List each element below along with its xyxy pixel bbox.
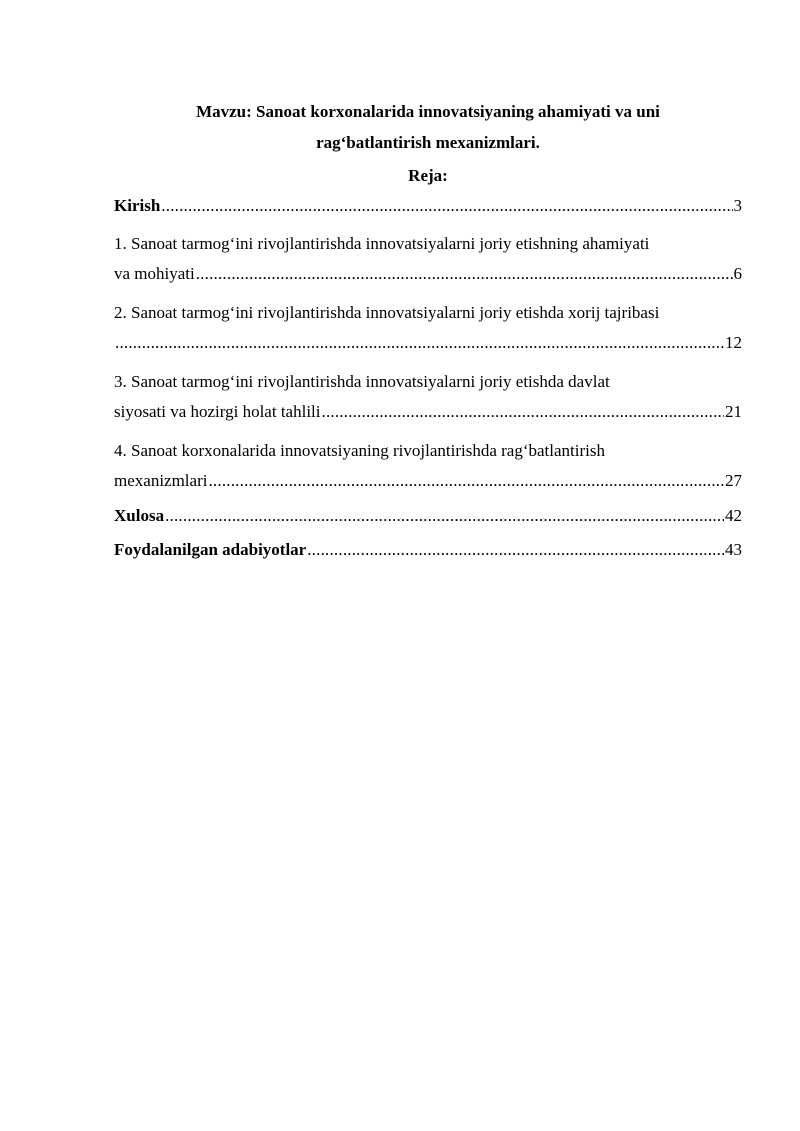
toc-item3-line2: siyosati va hozirgi holat tahlili (114, 402, 321, 421)
document-title-line-2: rag‘batlantirish mexanizmlari. (316, 133, 540, 152)
toc-entry-conclusion (114, 503, 742, 528)
toc-entry-1 (114, 227, 742, 287)
toc-entry-4 (114, 434, 742, 494)
toc-entry-intro (114, 193, 742, 218)
dot-leader (322, 398, 725, 425)
toc-intro-label: Kirish (114, 196, 161, 215)
toc-entry-3 (114, 365, 742, 425)
dot-leader (208, 467, 724, 494)
dot-leader (115, 329, 724, 356)
title-block (114, 96, 742, 191)
table-of-contents (114, 193, 742, 571)
toc-item3-page: 21 (725, 402, 742, 421)
dot-leader (165, 503, 724, 528)
dot-leader (196, 260, 733, 287)
toc-references-label: Foydalanilgan adabiyotlar (114, 540, 307, 559)
toc-item1-line2: va mohiyati (114, 264, 195, 283)
toc-item4-page: 27 (725, 471, 742, 490)
toc-item1-page: 6 (733, 264, 742, 283)
dot-leader (161, 193, 732, 218)
plan-heading: Reja: (408, 166, 448, 185)
toc-item2-line1: 2. Sanoat tarmog‘ini rivojlantirishda innovatsiyalarni joriy etishda xorij tajribasi (114, 303, 660, 322)
toc-item4-line1: 4. Sanoat korxonalarida innovatsiyaning rivojlantirishda rag‘batlantirish (114, 441, 605, 460)
toc-entry-2 (114, 296, 742, 356)
toc-item1-line1: 1. Sanoat tarmog‘ini rivojlantirishda innovatsiyalarni joriy etishning ahamiyati (114, 234, 650, 253)
dot-leader (307, 537, 724, 562)
toc-conclusion-label: Xulosa (114, 506, 165, 525)
toc-conclusion-page: 42 (725, 506, 742, 525)
toc-item3-line1: 3. Sanoat tarmog‘ini rivojlantirishda innovatsiyalarni joriy etishda davlat (114, 372, 610, 391)
toc-intro-page: 3 (733, 196, 742, 215)
toc-item4-line2: mexanizmlari (114, 471, 208, 490)
toc-references-page: 43 (725, 540, 742, 559)
toc-item2-page: 12 (725, 333, 742, 352)
toc-entry-references (114, 537, 742, 562)
document-title-line-1: Mavzu: Sanoat korxonalarida innovatsiyaning ahamiyati va uni (196, 102, 660, 121)
